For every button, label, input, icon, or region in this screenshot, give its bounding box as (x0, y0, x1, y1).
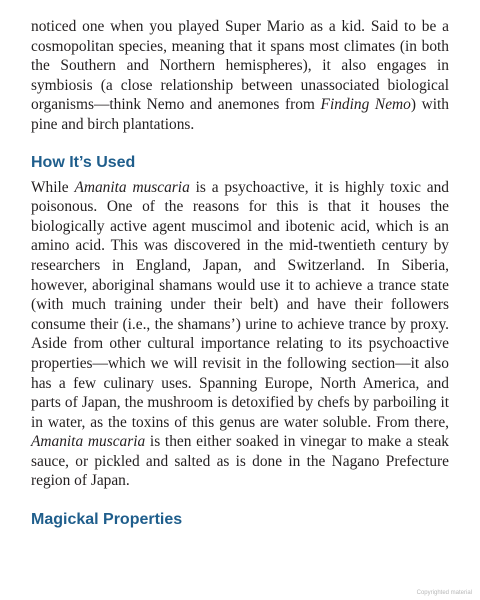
how-its-used-heading: How It’s Used (31, 153, 136, 171)
intro-paragraph: noticed one when you played Super Mario as a kid. Said to be a cosmopolitan species, meaning that it spans most climates (in both the Southern and Northern hemispheres), it also engages in symbiosis (a close relationship between unassociated biological organisms—think Nemo and anemones from Finding Nemo) with pine and birch plantations. (31, 18, 449, 133)
copyright-watermark: Copyrighted material (416, 590, 472, 596)
how-its-used-paragraph: While Amanita muscaria is a psychoactive, it is highly toxic and poisonous. One of the reasons for this is that it houses the biologically active agent muscimol and ibotenic acid, which is an amino acid. This was discovered in the mid-twentieth century by researchers in England, Japan, and Switzerland. In Siberia, however, aboriginal shamans would use it to achieve a trance state (with much training under their belt) and have their followers consume their (i.e., the shamans’) urine to achieve trance by proxy. Aside from other cultural importance relating to its psychoactive properties—which we will revisit in the following section—it also has a few culinary uses. Spanning Europe, North America, and parts of Japan, the mushroom is detoxified by chefs by parboiling it in water, as the toxins of this genus are water soluble. From there, Amanita muscaria is then either soaked in vinegar to make a steak sauce, or pickled and salted as is done in the Nagano Prefecture region of Japan. (31, 178, 450, 490)
italic-text: Amanita muscaria (74, 178, 190, 196)
italic-text: Amanita muscaria (31, 433, 146, 451)
page-content (31, 17, 449, 529)
italic-text: Finding Nemo (320, 96, 411, 114)
magickal-properties-heading: Magickal Properties (31, 511, 183, 529)
